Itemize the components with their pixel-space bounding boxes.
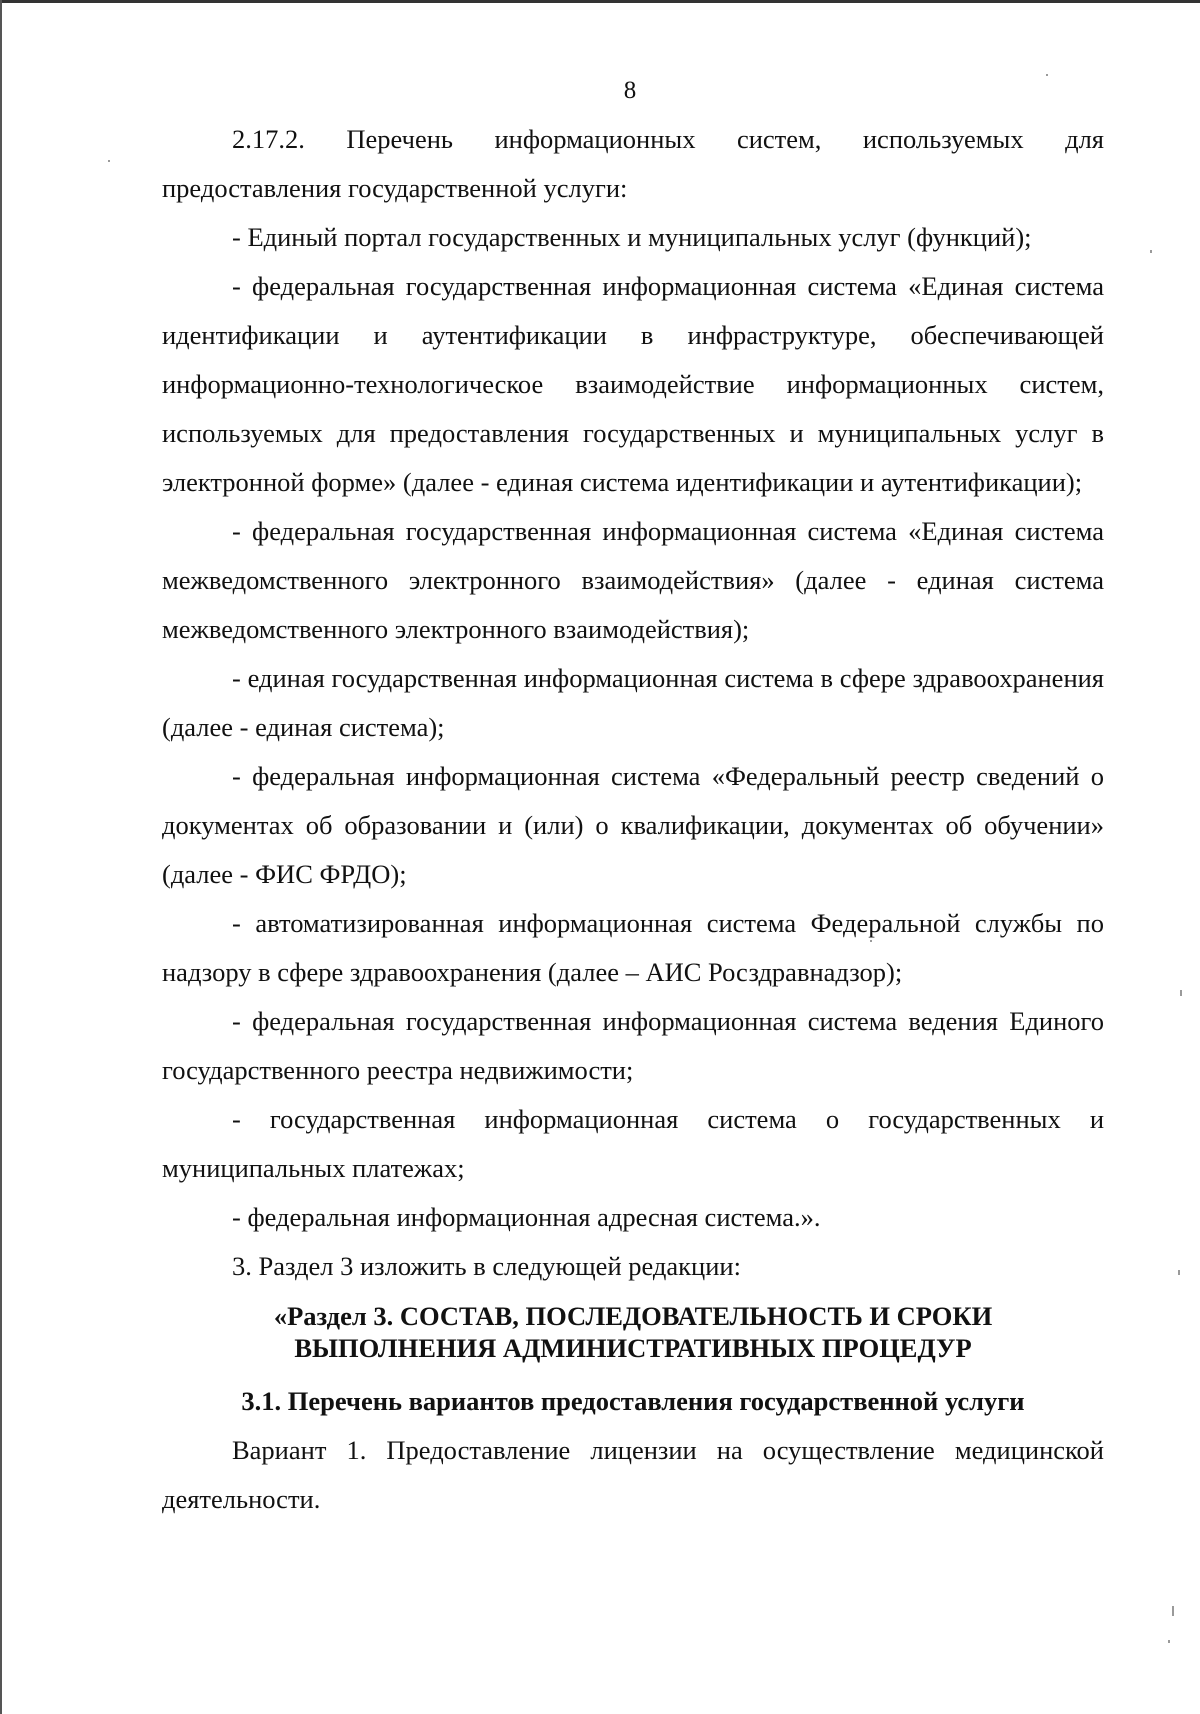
list-item-egisz: - единая государственная информационная система в сфере здравоохранения (далее - единая система); <box>162 663 1104 742</box>
document-body <box>162 115 1104 1524</box>
scan-speck <box>108 160 110 162</box>
scan-speck <box>1180 990 1182 996</box>
scan-speck <box>1178 1270 1180 1275</box>
paragraph-2-17-2: 2.17.2. Перечень информационных систем, используемых для предоставления государственной услуги: <box>162 124 1104 203</box>
section-heading <box>162 1300 1104 1364</box>
paragraph-section-3-intro: 3. Раздел 3 изложить в следующей редакции: <box>232 1251 741 1281</box>
subsection-heading: 3.1. Перечень вариантов предоставления государственной услуги <box>241 1386 1025 1416</box>
scan-speck <box>870 940 872 942</box>
list-item-ais-roszdravnadzor: - автоматизированная информационная система Федеральной службы по надзору в сфере здравоохранения (далее – АИС Росздравнадзор); <box>162 908 1104 987</box>
section-heading-line-1: «Раздел 3. СОСТАВ, ПОСЛЕДОВАТЕЛЬНОСТЬ И СРОКИ <box>273 1301 993 1331</box>
list-item-esia: - федеральная государственная информационная система «Единая система идентификации и аутентификации в инфраструктуре, обеспечивающей информационно-технологическое взаимодействие информационных систем, используемых для предоставления государственных и муниципальных услуг в электронной форме» (далее - единая система идентификации и аутентификации); <box>162 271 1104 497</box>
list-item-epgu: - Единый портал государственных и муниципальных услуг (функций); <box>232 222 1032 252</box>
page-number: 8 <box>623 77 637 104</box>
list-item-fias: - федеральная информационная адресная система.». <box>232 1202 821 1232</box>
section-heading-line-2: ВЫПОЛНЕНИЯ АДМИНИСТРАТИВНЫХ ПРОЦЕДУР <box>294 1333 972 1363</box>
scan-top-edge <box>0 0 1200 3</box>
scan-speck <box>1172 1606 1174 1616</box>
scan-left-edge <box>0 0 2 1714</box>
list-item-fis-frdo: - федеральная информационная система «Федеральный реестр сведений о документах об образовании и (или) о квалификации, документах об обучении» (далее - ФИС ФРДО); <box>162 761 1104 889</box>
list-item-egrn: - федеральная государственная информационная система ведения Единого государственного реестра недвижимости; <box>162 1006 1104 1085</box>
scan-speck <box>1046 74 1048 76</box>
scan-speck <box>1150 250 1152 253</box>
paragraph-variant-1: Вариант 1. Предоставление лицензии на осуществление медицинской деятельности. <box>162 1435 1104 1514</box>
scan-speck <box>1168 1640 1170 1643</box>
list-item-smev: - федеральная государственная информационная система «Единая система межведомственного электронного взаимодействия» (далее - единая система межведомственного электронного взаимодействия); <box>162 516 1104 644</box>
list-item-gis-gmp: - государственная информационная система о государственных и муниципальных платежах; <box>162 1104 1104 1183</box>
